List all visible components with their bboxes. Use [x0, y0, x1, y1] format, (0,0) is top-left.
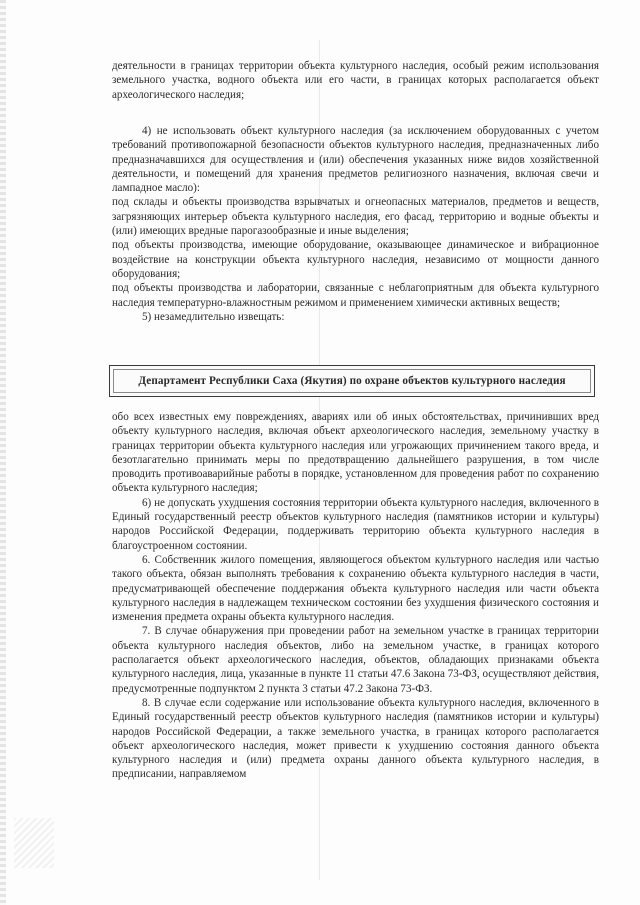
- banner-text: Департамент Республики Саха (Якутия) по охране объектов культурного наследия: [138, 375, 566, 387]
- paragraph: под объекты производства, имеющие оборудование, оказывающее динамическое и вибрационное воздействие на конструкции объекта культурного наследия, независимо от мощности данного оборудования;: [112, 239, 599, 280]
- paragraph-item-4: 4) не использовать объект культурного наследия (за исключением оборудованных с учетом требований противопожарной безопасности объектов культурного наследия, предназначенных либо предназначавшихся для осуществления и (или) обеспечения указанных ниже видов хозяйственной деятельности, и помещений для хранения предметов религиозного назначения, включая свечи и лампадное масло):: [112, 125, 599, 195]
- paragraph-clause-7: 7. В случае обнаружения при проведении работ на земельном участке в границах территории объекта культурного наследия объектов, либо на земельном участке, в границах которого располагается объект археологического наследия, объектов, обладающих признаками объекта культурного наследия, лица, указанные в пункте 11 статьи 47.6 Закона 73-ФЗ, осуществляют действия, предусмотренные подпунктом 2 пункта 3 статьи 47.2 Закона 73-ФЗ.: [112, 625, 599, 695]
- scan-artifact: [14, 818, 54, 868]
- text-block-top: [112, 59, 599, 102]
- text-block-item-4: [112, 124, 599, 324]
- paragraph-clause-8: 8. В случае если содержание или использование объекта культурного наследия, включенного в Единый государственный реестр объектов культурного наследия (памятников истории и культуры) народов Российской Федерации, а также земельного участка, в границах которого располагается объект археологического наследия, может привести к ухудшению состояния данного объекта культурного наследия и (или) предмета охраны данного объекта культурного наследия, в предписании, направляемом: [112, 696, 599, 781]
- paragraph-item-5: 5) незамедлительно извещать:: [142, 310, 285, 323]
- paragraph: под склады и объекты производства взрывчатых и огнеопасных материалов, предметов и веществ, загрязняющих интерьер объекта культурного наследия, его фасад, территорию и водные объекты и (или) имеющих вредные парогазообразные и иные выделения;: [112, 196, 599, 238]
- paragraph-clause-6: 6. Собственник жилого помещения, являющегося объектом культурного наследия или частью такого объекта, обязан выполнять требования к сохранению объекта культурного наследия в части, предусматривающей обеспечение поддержания объекта культурного наследия или части объекта культурного наследия в надлежащем техническом состоянии без ухудшения физического состояния и изменения предмета охраны объекта культурного наследия.: [112, 553, 599, 624]
- paragraph: деятельности в границах территории объекта культурного наследия, особый режим использования земельного участка, водного объекта или его части, в границах которых располагается объект археологического наследия;: [112, 60, 599, 101]
- paragraph-item-6: 6) не допускать ухудшения состояния территории объекта культурного наследия, включенного в Единый государственный реестр объектов культурного наследия (памятников истории и культуры) народов Российской Федерации, поддерживать территорию объекта культурного наследия в благоустроенном состоянии.: [112, 496, 599, 552]
- scan-edge: [0, 0, 6, 905]
- department-banner: [109, 365, 595, 397]
- paragraph: обо всех известных ему повреждениях, авариях или об иных обстоятельствах, причинивших вред объекту культурного наследия, включая объект археологического наследия, земельному участку в границах территории объекта культурного наследия или угрожающих причинением такого вреда, и безотлагательно принимать меры по предотвращению дальнейшего разрушения, в том числе проводить противоаварийные работы в порядке, установленном для проведения работ по сохранению объекта культурного наследия;: [112, 411, 599, 495]
- text-block-bottom: [112, 410, 599, 782]
- paragraph: под объекты производства и лаборатории, связанные с неблагоприятным для объекта культурного наследия температурно-влажностным режимом и применением химически активных веществ;: [112, 282, 599, 309]
